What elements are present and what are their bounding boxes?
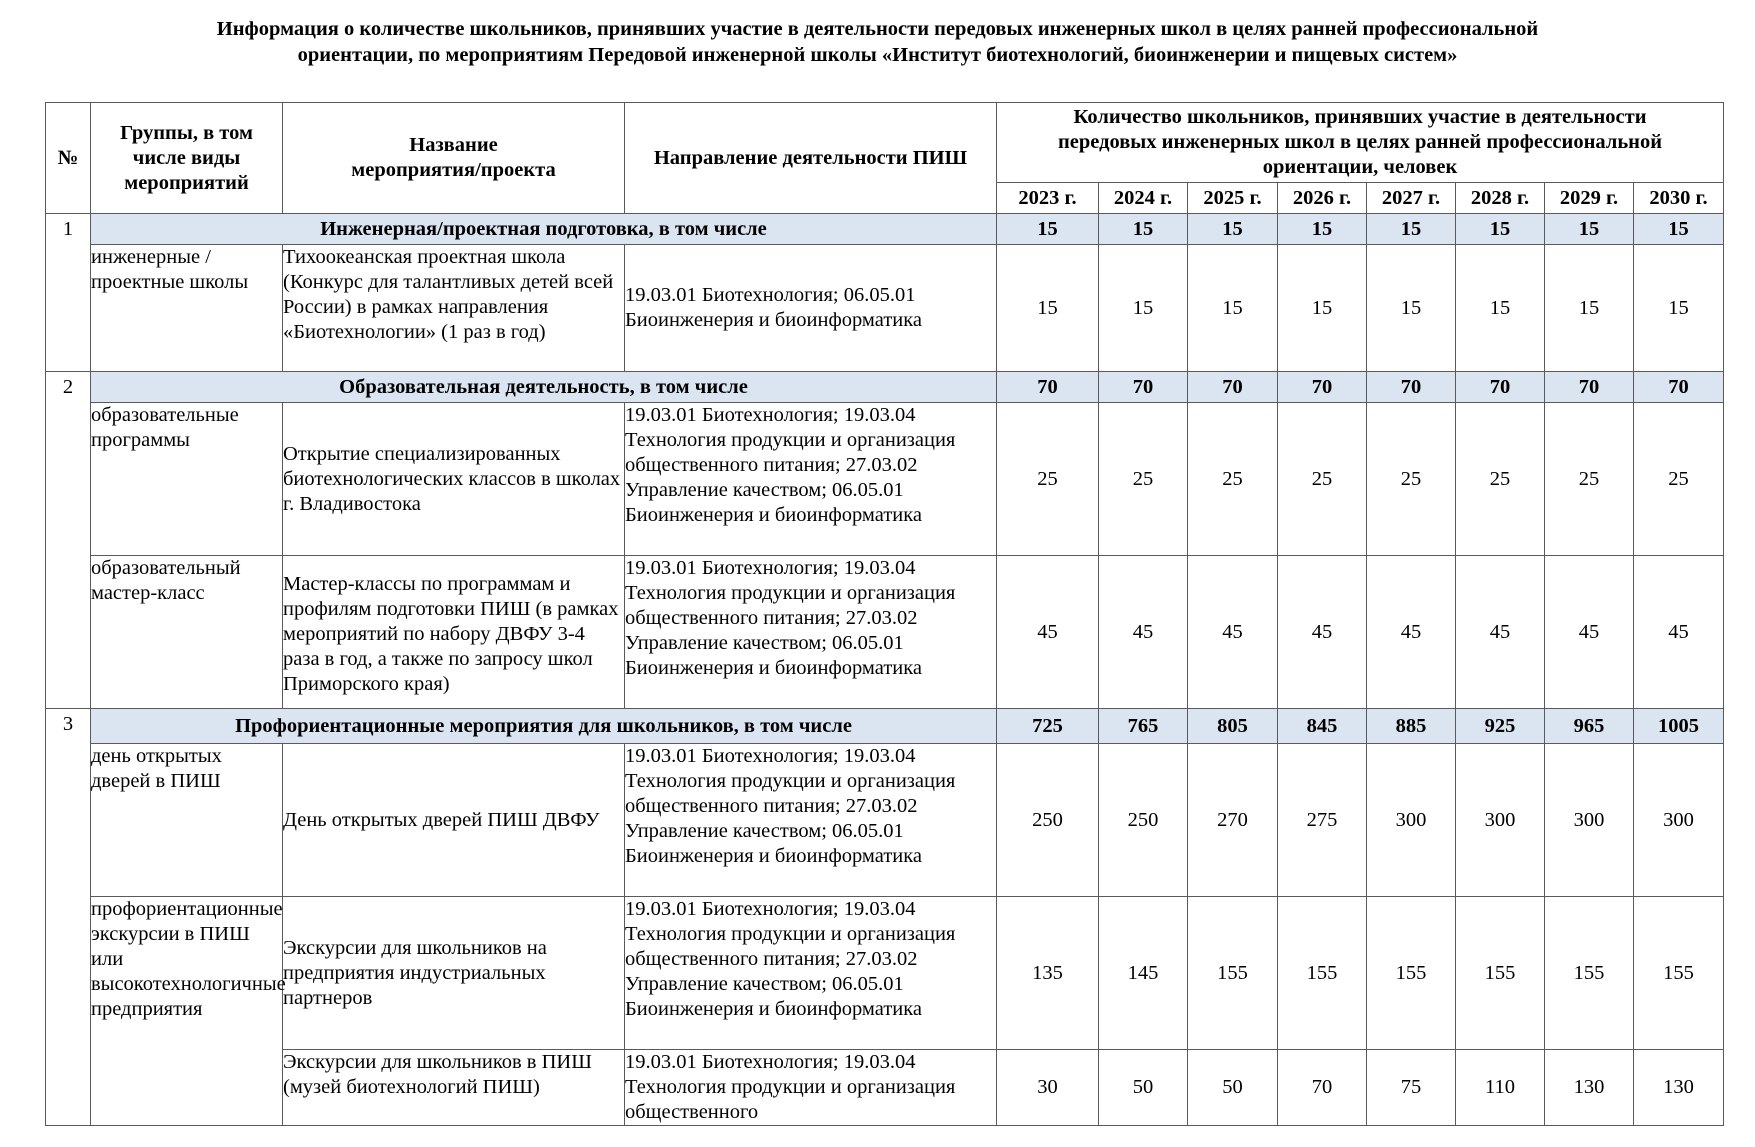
header-year: 2030 г. (1634, 183, 1724, 214)
year-value: 300 (1545, 744, 1634, 897)
header-year: 2023 г. (997, 183, 1099, 214)
year-value: 155 (1367, 897, 1456, 1050)
event-group: профориентационные экскурсии в ПИШ или высокотехнологичные предприятия (91, 897, 283, 1126)
section-row (46, 372, 1724, 403)
year-value: 15 (1634, 245, 1724, 372)
year-value: 275 (1278, 744, 1367, 897)
header-direction: Направление деятельности ПИШ (625, 103, 997, 214)
event-direction: 19.03.01 Биотехнология; 19.03.04 Технология продукции и организация общественного питания; 27.03.02 Управление качеством; 06.05.01 Биоинженерия и биоинформатика (625, 744, 997, 897)
header-num: № (46, 103, 91, 214)
year-value: 110 (1456, 1050, 1545, 1126)
section-total: 70 (1545, 372, 1634, 403)
year-value: 45 (997, 556, 1099, 709)
document-title-line-2: ориентации, по мероприятиям Передовой инженерной школы «Институт биотехнологий, биоинженерии и пищевых систем» (297, 44, 1458, 66)
year-value: 25 (1367, 403, 1456, 556)
section-total: 15 (1278, 214, 1367, 245)
year-value: 300 (1367, 744, 1456, 897)
event-group: день открытых дверей в ПИШ (91, 744, 283, 897)
event-name: Открытие специализированных биотехнологических классов в школах г. Владивостока (283, 403, 625, 556)
section-number: 3 (46, 709, 91, 1126)
year-value: 15 (1188, 245, 1278, 372)
section-total: 885 (1367, 709, 1456, 744)
section-total: 70 (1099, 372, 1188, 403)
section-total: 15 (1188, 214, 1278, 245)
year-value: 15 (1278, 245, 1367, 372)
section-total: 1005 (1634, 709, 1724, 744)
table-row (46, 245, 1724, 372)
section-total: 70 (1456, 372, 1545, 403)
year-value: 25 (997, 403, 1099, 556)
year-value: 50 (1188, 1050, 1278, 1126)
table-row (46, 897, 1724, 1050)
year-value: 25 (1634, 403, 1724, 556)
year-value: 270 (1188, 744, 1278, 897)
document-title (100, 16, 1655, 68)
table-row (46, 744, 1724, 897)
section-total: 15 (1545, 214, 1634, 245)
section-title: Образовательная деятельность, в том числе (91, 372, 997, 403)
year-value: 250 (1099, 744, 1188, 897)
year-value: 45 (1545, 556, 1634, 709)
event-group: образовательный мастер-класс (91, 556, 283, 709)
table-header-row (46, 103, 1724, 183)
year-value: 155 (1634, 897, 1724, 1050)
section-total: 805 (1188, 709, 1278, 744)
year-value: 25 (1545, 403, 1634, 556)
year-value: 15 (1456, 245, 1545, 372)
year-value: 155 (1545, 897, 1634, 1050)
header-year: 2024 г. (1099, 183, 1188, 214)
year-value: 70 (1278, 1050, 1367, 1126)
section-number: 1 (46, 214, 91, 372)
year-value: 300 (1456, 744, 1545, 897)
participation-table (45, 102, 1724, 1126)
year-value: 25 (1278, 403, 1367, 556)
event-name: Мастер-классы по программам и профилям подготовки ПИШ (в рамках мероприятий по набору ДВФУ 3-4 раза в год, а также по запросу школ Приморского края) (283, 556, 625, 709)
section-total: 15 (1456, 214, 1545, 245)
section-total: 925 (1456, 709, 1545, 744)
year-value: 15 (1099, 245, 1188, 372)
event-direction: 19.03.01 Биотехнология; 19.03.04 Технология продукции и организация общественного питания; 27.03.02 Управление качеством; 06.05.01 Биоинженерия и биоинформатика (625, 556, 997, 709)
year-value: 130 (1634, 1050, 1724, 1126)
section-total: 15 (1367, 214, 1456, 245)
section-total: 70 (1367, 372, 1456, 403)
year-value: 45 (1278, 556, 1367, 709)
event-group: образовательные программы (91, 403, 283, 556)
section-total: 965 (1545, 709, 1634, 744)
year-value: 135 (997, 897, 1099, 1050)
section-title: Инженерная/проектная подготовка, в том числе (91, 214, 997, 245)
section-total: 15 (1634, 214, 1724, 245)
event-name: Экскурсии для школьников на предприятия индустриальных партнеров (283, 897, 625, 1050)
year-value: 250 (997, 744, 1099, 897)
year-value: 300 (1634, 744, 1724, 897)
header-year: 2028 г. (1456, 183, 1545, 214)
header-year: 2029 г. (1545, 183, 1634, 214)
year-value: 45 (1456, 556, 1545, 709)
year-value: 30 (997, 1050, 1099, 1126)
year-value: 45 (1188, 556, 1278, 709)
event-name: Тихоокеанская проектная школа (Конкурс для талантливых детей всей России) в рамках направления «Биотехнологии» (1 раз в год) (283, 245, 625, 372)
table-row (46, 403, 1724, 556)
event-direction: 19.03.01 Биотехнология; 19.03.04 Технология продукции и организация общественного питания; 27.03.02 Управление качеством; 06.05.01 Биоинженерия и биоинформатика (625, 403, 997, 556)
table-row (46, 556, 1724, 709)
year-value: 15 (1367, 245, 1456, 372)
section-row (46, 709, 1724, 744)
event-direction: 19.03.01 Биотехнология; 06.05.01 Биоинженерия и биоинформатика (625, 245, 997, 372)
year-value: 75 (1367, 1050, 1456, 1126)
event-direction: 19.03.01 Биотехнология; 19.03.04 Технология продукции и организация общественного (625, 1050, 997, 1126)
year-value: 45 (1367, 556, 1456, 709)
year-value: 50 (1099, 1050, 1188, 1126)
header-event-name: Название мероприятия/проекта (283, 103, 625, 214)
year-value: 15 (1545, 245, 1634, 372)
header-year: 2026 г. (1278, 183, 1367, 214)
year-value: 155 (1188, 897, 1278, 1050)
section-total: 15 (1099, 214, 1188, 245)
year-value: 145 (1099, 897, 1188, 1050)
year-value: 25 (1456, 403, 1545, 556)
event-group: инженерные /проектные школы (91, 245, 283, 372)
header-year: 2027 г. (1367, 183, 1456, 214)
section-total: 845 (1278, 709, 1367, 744)
section-total: 70 (1278, 372, 1367, 403)
year-value: 130 (1545, 1050, 1634, 1126)
year-value: 45 (1099, 556, 1188, 709)
year-value: 15 (997, 245, 1099, 372)
section-total: 70 (997, 372, 1099, 403)
section-total: 70 (1634, 372, 1724, 403)
section-total: 725 (997, 709, 1099, 744)
section-row (46, 214, 1724, 245)
header-groups: Группы, в том числе виды мероприятий (91, 103, 283, 214)
event-name: День открытых дверей ПИШ ДВФУ (283, 744, 625, 897)
year-value: 155 (1456, 897, 1545, 1050)
table-row (46, 1050, 1724, 1126)
section-title: Профориентационные мероприятия для школьников, в том числе (91, 709, 997, 744)
year-value: 25 (1099, 403, 1188, 556)
section-number: 2 (46, 372, 91, 709)
year-value: 155 (1278, 897, 1367, 1050)
section-total: 765 (1099, 709, 1188, 744)
header-year: 2025 г. (1188, 183, 1278, 214)
year-value: 45 (1634, 556, 1724, 709)
section-total: 70 (1188, 372, 1278, 403)
header-quantity: Количество школьников, принявших участие в деятельности передовых инженерных школ в целях ранней профессиональной ориентации, человек (997, 103, 1724, 183)
event-direction: 19.03.01 Биотехнология; 19.03.04 Технология продукции и организация общественного питания; 27.03.02 Управление качеством; 06.05.01 Биоинженерия и биоинформатика (625, 897, 997, 1050)
event-name: Экскурсии для школьников в ПИШ (музей биотехнологий ПИШ) (283, 1050, 625, 1126)
document-title-line-1: Информация о количестве школьников, принявших участие в деятельности передовых инженерных школ в целях ранней профессиональной (216, 18, 1539, 40)
year-value: 25 (1188, 403, 1278, 556)
section-total: 15 (997, 214, 1099, 245)
